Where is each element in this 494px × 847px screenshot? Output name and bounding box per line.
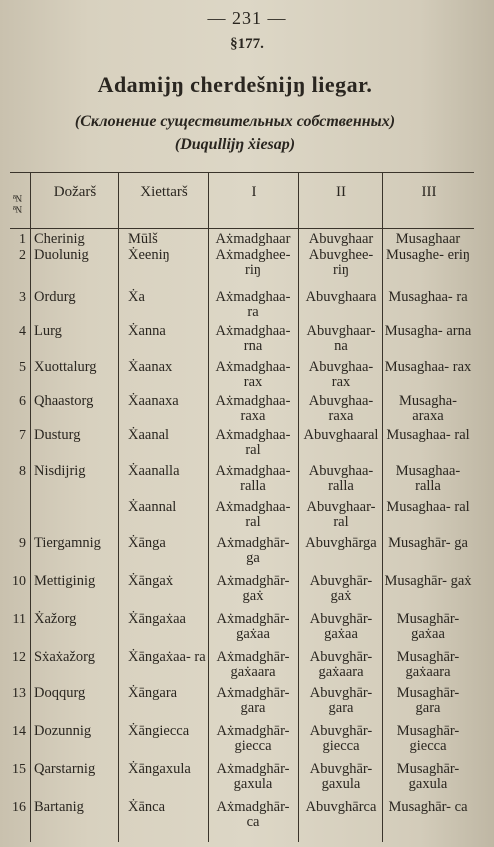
col-2-cell: Abuvghār- gara xyxy=(309,685,373,716)
col-2-cell: Abuvghaaral xyxy=(303,427,379,443)
xiettars-cell: Ẋāngiecca xyxy=(128,723,190,739)
column-divider xyxy=(208,172,209,842)
col-1-cell: Aẋmadghār- ga xyxy=(216,535,290,566)
xiettars-cell: Ẋeeniŋ xyxy=(128,247,170,263)
xiettars-cell: Ẋānga xyxy=(128,535,166,551)
col-2-cell: Abuvghaara xyxy=(305,289,377,305)
xiettars-cell: Ẋaanax xyxy=(128,359,173,375)
dozars-cell: Bartanig xyxy=(34,799,84,815)
dozars-cell: Dozunnig xyxy=(34,723,92,739)
dozars-cell: Qhaastorg xyxy=(34,393,94,409)
col-1-cell: Aẋmadghār- ca xyxy=(216,799,290,830)
dozars-cell: Nisdijrig xyxy=(34,463,86,479)
col-3-cell: Musaghe- eriŋ xyxy=(385,247,471,263)
col-1-cell: Aẋmadghār- gaẋaara xyxy=(216,649,290,680)
row-number: 4 xyxy=(19,324,26,339)
col-2-cell: Abuvghaa- raxa xyxy=(308,393,374,424)
xiettars-cell: Ẋānca xyxy=(128,799,166,815)
col-3-cell: Musaghār- giecca xyxy=(396,723,460,754)
col-1-cell: Aẋmadghār- gara xyxy=(216,685,290,716)
dozars-cell: Cherinig xyxy=(34,231,85,247)
row-number: 11 xyxy=(12,612,26,627)
col-3-cell: Musaghaa- ralla xyxy=(395,463,461,494)
header-number: №№ xyxy=(12,192,23,214)
header-xiettars: Xiettarš xyxy=(140,184,188,200)
col-2-cell: Abuvghār- gaẋ xyxy=(309,573,373,604)
xiettars-cell: Ẋaanal xyxy=(128,427,170,443)
xiettars-cell: Ẋāngaẋ xyxy=(128,573,174,589)
xiettars-cell: Ẋaanaxa xyxy=(128,393,179,409)
col-1-cell: Aẋmadghaar xyxy=(215,231,291,247)
col-3-cell: Musaghaa- ral xyxy=(386,427,470,443)
row-number: 1 xyxy=(19,232,26,247)
col-1-cell: Aẋmadghaa- ra xyxy=(215,289,291,320)
dozars-cell: Ordurg xyxy=(34,289,76,305)
col-1-cell: Aẋmadghaa- ral xyxy=(215,427,291,458)
column-divider xyxy=(118,172,119,842)
row-number: 14 xyxy=(12,724,26,739)
dozars-cell: Mettiginig xyxy=(34,573,96,589)
dozars-cell: Doqqurg xyxy=(34,685,86,701)
col-2-cell: Abuvghār- gaẋaa xyxy=(309,611,373,642)
col-1-cell: Aẋmadghee- riŋ xyxy=(215,247,291,278)
row-number: 13 xyxy=(12,686,26,701)
xiettars-cell: Mūlš xyxy=(128,231,158,247)
row-number: 7 xyxy=(19,428,26,443)
col-1-cell: Aẋmadghaa- ralla xyxy=(215,463,291,494)
row-number: 8 xyxy=(19,464,26,479)
col-3-cell: Musaghaa- rax xyxy=(384,359,472,375)
page-title: Adamijŋ cherdešnijŋ liegar. xyxy=(97,72,373,97)
dozars-cell: Sẋaẋažorg xyxy=(34,649,95,665)
col-2-cell: Abuvghārca xyxy=(305,799,377,815)
table-top-rule xyxy=(10,172,474,173)
dozars-cell: Ẋažorg xyxy=(34,611,77,627)
xiettars-cell: Ẋanna xyxy=(128,323,166,339)
col-3-cell: Musagha- arna xyxy=(384,323,472,339)
col-3-cell: Musaghār- ca xyxy=(388,799,468,815)
row-number: 3 xyxy=(19,290,26,305)
xiettars-cell: Ẋāngara xyxy=(128,685,178,701)
column-divider xyxy=(382,172,383,842)
col-3-cell: Musaghār- gaẋaa xyxy=(396,611,460,642)
col-2-cell: Abuvghār- gaxula xyxy=(309,761,373,792)
dozars-cell: Lurg xyxy=(34,323,62,339)
col-2-cell: Abuvghaar- ral xyxy=(306,499,376,530)
col-2-cell: Abuvghaar- na xyxy=(306,323,376,354)
xiettars-cell: Ẋāngaxula xyxy=(128,761,191,777)
row-number: 9 xyxy=(19,536,26,551)
dozars-cell: Dusturg xyxy=(34,427,81,443)
row-number: 2 xyxy=(19,248,26,263)
dozars-cell: Xuottalurg xyxy=(34,359,97,375)
col-2-cell: Abuvghārga xyxy=(305,535,377,551)
dozars-cell: Qarstarnig xyxy=(34,761,96,777)
col-2-cell: Abuvghār- giecca xyxy=(309,723,373,754)
col-1-cell: Aẋmadghaa- rna xyxy=(215,323,291,354)
dozars-cell: Tiergamnig xyxy=(34,535,101,551)
row-number: 16 xyxy=(12,800,26,815)
page-number: — 231 — xyxy=(207,8,287,28)
header-dozars: Dožarš xyxy=(53,184,97,200)
header-col-1: I xyxy=(251,184,257,200)
col-1-cell: Aẋmadghaa- raxa xyxy=(215,393,291,424)
row-number: 6 xyxy=(19,394,26,409)
col-2-cell: Abuvghaar xyxy=(308,231,374,247)
row-number: 5 xyxy=(19,360,26,375)
subtitle-russian: (Склонение существительных собственных) xyxy=(74,113,396,130)
dozars-cell: Duolunig xyxy=(34,247,89,263)
col-3-cell: Musaghaa- ra xyxy=(388,289,468,305)
col-2-cell: Abuvghee- riŋ xyxy=(308,247,374,278)
col-1-cell: Aẋmadghaa- rax xyxy=(215,359,291,390)
column-divider xyxy=(30,172,31,842)
row-number: 15 xyxy=(12,762,26,777)
col-1-cell: Aẋmadghār- giecca xyxy=(216,723,290,754)
xiettars-cell: Ẋāngaẋaa- ra xyxy=(128,649,206,665)
table-header-rule xyxy=(10,228,474,229)
declension-table xyxy=(10,172,474,842)
col-1-cell: Aẋmadghār- gaẋ xyxy=(216,573,290,604)
col-2-cell: Abuvghār- gaẋaara xyxy=(309,649,373,680)
col-1-cell: Aẋmadghār- gaxula xyxy=(216,761,290,792)
row-number: 10 xyxy=(12,574,26,589)
col-3-cell: Musaghār- ga xyxy=(388,535,468,551)
col-3-cell: Musaghār- gaxula xyxy=(396,761,460,792)
col-1-cell: Aẋmadghār- gaẋaa xyxy=(216,611,290,642)
column-divider xyxy=(298,172,299,842)
col-3-cell: Musaghār- gaẋ xyxy=(384,573,472,589)
row-number: 12 xyxy=(12,650,26,665)
col-3-cell: Musaghaar xyxy=(395,231,461,247)
subtitle: (Duqullijŋ ẋiesap) xyxy=(174,136,296,153)
paragraph-number: §177. xyxy=(230,36,264,52)
col-3-cell: Musaghār- gara xyxy=(396,685,460,716)
col-2-cell: Abuvghaa- rax xyxy=(308,359,374,390)
col-3-cell: Musaghaa- ral xyxy=(386,499,470,515)
xiettars-cell: Ẋāngaẋaa xyxy=(128,611,186,627)
xiettars-cell: Ẋaannal xyxy=(128,499,177,515)
col-2-cell: Abuvghaa- ralla xyxy=(308,463,374,494)
xiettars-cell: Ẋaanalla xyxy=(128,463,180,479)
col-1-cell: Aẋmadghaa- ral xyxy=(215,499,291,530)
col-3-cell: Musagha- araxa xyxy=(399,393,457,424)
header-col-3: III xyxy=(421,184,437,200)
xiettars-cell: Ẋa xyxy=(128,289,145,305)
col-3-cell: Musaghār- gaẋaara xyxy=(396,649,460,680)
header-col-2: II xyxy=(336,184,346,200)
